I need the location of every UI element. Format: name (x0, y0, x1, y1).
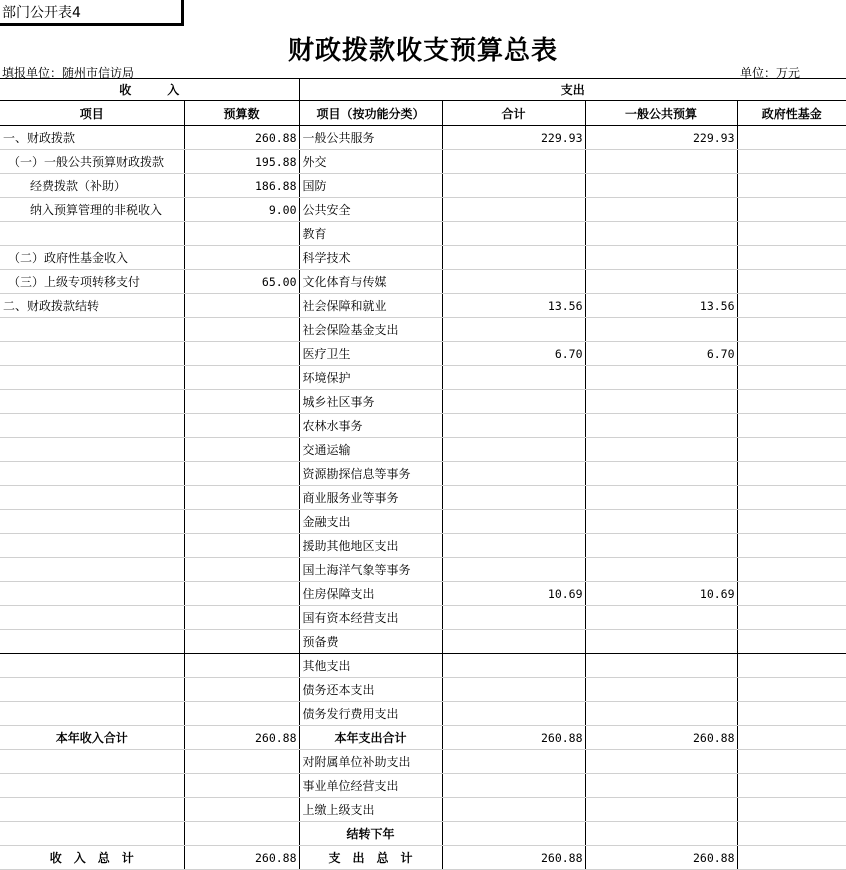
expense-general: 13.56 (585, 294, 737, 318)
income-value (184, 510, 299, 534)
year-income-total-value: 260.88 (184, 726, 299, 750)
expense-general (585, 606, 737, 630)
table-row (0, 270, 846, 294)
income-value (184, 630, 299, 654)
expense-total (442, 222, 585, 246)
expense-general (585, 270, 737, 294)
col-budget: 预算数 (184, 101, 299, 126)
expense-total (442, 678, 585, 702)
table-row (0, 654, 846, 678)
expense-total (442, 510, 585, 534)
expense-total (442, 438, 585, 462)
expense-general (585, 150, 737, 174)
income-value: 65.00 (184, 270, 299, 294)
expense-fund (737, 342, 846, 366)
income-item (0, 462, 184, 486)
expense-general (585, 438, 737, 462)
expense-item: 援助其他地区支出 (299, 534, 442, 558)
income-value (184, 798, 299, 822)
expense-fund (737, 486, 846, 510)
table-row (0, 150, 846, 174)
expense-fund (737, 750, 846, 774)
income-value (184, 342, 299, 366)
income-item (0, 366, 184, 390)
expense-general (585, 462, 737, 486)
expense-general (585, 414, 737, 438)
expense-item: 一般公共服务 (299, 126, 442, 150)
income-item (0, 702, 184, 726)
income-value (184, 486, 299, 510)
table-tag: 部门公开表4 (0, 0, 184, 26)
income-item (0, 822, 184, 846)
expense-total (442, 558, 585, 582)
header-row-2 (0, 101, 846, 126)
col-func-item: 项目（按功能分类） (299, 101, 442, 126)
expense-item: 国土海洋气象等事务 (299, 558, 442, 582)
income-value (184, 462, 299, 486)
expense-fund (737, 822, 846, 846)
expense-fund (737, 246, 846, 270)
income-item: 纳入预算管理的非税收入 (0, 198, 184, 222)
budget-table (0, 78, 846, 870)
expense-total: 13.56 (442, 294, 585, 318)
header-row-1 (0, 79, 846, 101)
expense-general (585, 174, 737, 198)
expense-total (442, 462, 585, 486)
grand-expense-total: 260.88 (442, 846, 585, 870)
expense-fund (737, 510, 846, 534)
expense-general: 229.93 (585, 126, 737, 150)
expense-item: 公共安全 (299, 198, 442, 222)
expense-fund (737, 702, 846, 726)
expense-fund (737, 198, 846, 222)
income-item (0, 486, 184, 510)
expense-general (585, 318, 737, 342)
income-item (0, 678, 184, 702)
year-expense-total-label: 本年支出合计 (299, 726, 442, 750)
income-value (184, 654, 299, 678)
table-row (0, 702, 846, 726)
col-item: 项目 (0, 101, 184, 126)
expense-total (442, 390, 585, 414)
income-value: 195.88 (184, 150, 299, 174)
income-value (184, 750, 299, 774)
expense-fund (737, 558, 846, 582)
expense-item: 商业服务业等事务 (299, 486, 442, 510)
table-row (0, 774, 846, 798)
grand-income-label: 收 入 总 计 (0, 846, 184, 870)
expense-item: 资源勘探信息等事务 (299, 462, 442, 486)
expense-general (585, 534, 737, 558)
income-item: 经费拨款（补助） (0, 174, 184, 198)
expense-fund (737, 270, 846, 294)
table-row (0, 126, 846, 150)
expense-general (585, 246, 737, 270)
expense-item: 住房保障支出 (299, 582, 442, 606)
expense-item: 国有资本经营支出 (299, 606, 442, 630)
table-row (0, 750, 846, 774)
expense-item: 医疗卫生 (299, 342, 442, 366)
expense-fund (737, 126, 846, 150)
income-item (0, 582, 184, 606)
year-expense-total: 260.88 (442, 726, 585, 750)
expense-general (585, 366, 737, 390)
income-item (0, 750, 184, 774)
carry-row (0, 822, 846, 846)
expense-total (442, 798, 585, 822)
expense-item: 教育 (299, 222, 442, 246)
expense-fund (737, 390, 846, 414)
expense-fund (737, 606, 846, 630)
income-value (184, 246, 299, 270)
expense-fund (737, 534, 846, 558)
table-row (0, 798, 846, 822)
expense-general (585, 654, 737, 678)
expense-general (585, 510, 737, 534)
expense-item: 科学技术 (299, 246, 442, 270)
expense-general (585, 558, 737, 582)
expense-general (585, 702, 737, 726)
income-value (184, 678, 299, 702)
table-row (0, 318, 846, 342)
income-value (184, 558, 299, 582)
expense-general (585, 750, 737, 774)
income-value (184, 582, 299, 606)
table-row (0, 294, 846, 318)
income-value (184, 774, 299, 798)
income-item (0, 438, 184, 462)
table-row (0, 414, 846, 438)
expense-item: 金融支出 (299, 510, 442, 534)
expense-total (442, 702, 585, 726)
income-item (0, 630, 184, 654)
income-value (184, 438, 299, 462)
income-value: 186.88 (184, 174, 299, 198)
expense-fund (737, 630, 846, 654)
expense-general (585, 198, 737, 222)
expense-item: 预备费 (299, 630, 442, 654)
col-general: 一般公共预算 (585, 101, 737, 126)
table-row (0, 174, 846, 198)
expense-general (585, 822, 737, 846)
income-item: （一）一般公共预算财政拨款 (0, 150, 184, 174)
income-item (0, 798, 184, 822)
income-value (184, 414, 299, 438)
expense-item: 农林水事务 (299, 414, 442, 438)
expense-item: 外交 (299, 150, 442, 174)
expense-total (442, 822, 585, 846)
col-total: 合计 (442, 101, 585, 126)
income-item (0, 534, 184, 558)
unit-label: 单位：万元 (740, 66, 801, 80)
income-item (0, 558, 184, 582)
table-row (0, 222, 846, 246)
page-title: 财政拨款收支预算总表 (287, 36, 558, 66)
expense-fund (737, 294, 846, 318)
expense-item: 城乡社区事务 (299, 390, 442, 414)
expense-fund (737, 462, 846, 486)
income-item: （三）上级专项转移支付 (0, 270, 184, 294)
year-total-row (0, 726, 846, 750)
expense-item: 国防 (299, 174, 442, 198)
expense-item: 债务发行费用支出 (299, 702, 442, 726)
table-row (0, 366, 846, 390)
expense-total (442, 150, 585, 174)
expense-total (442, 366, 585, 390)
expense-general: 6.70 (585, 342, 737, 366)
expense-item: 文化体育与传媒 (299, 270, 442, 294)
table-row (0, 678, 846, 702)
expense-item: 对附属单位补助支出 (299, 750, 442, 774)
col-fund: 政府性基金 (737, 101, 846, 126)
income-value (184, 366, 299, 390)
table-row (0, 246, 846, 270)
expense-general (585, 774, 737, 798)
income-item (0, 390, 184, 414)
income-value (184, 822, 299, 846)
expense-fund (737, 798, 846, 822)
expense-total (442, 606, 585, 630)
expense-total (442, 246, 585, 270)
expense-general (585, 486, 737, 510)
income-item (0, 774, 184, 798)
expense-total (442, 630, 585, 654)
income-value (184, 534, 299, 558)
expense-total (442, 174, 585, 198)
expense-item: 社会保障和就业 (299, 294, 442, 318)
expense-item: 债务还本支出 (299, 678, 442, 702)
expense-total (442, 270, 585, 294)
table-row (0, 462, 846, 486)
expense-total: 229.93 (442, 126, 585, 150)
table-row (0, 582, 846, 606)
table-row (0, 390, 846, 414)
grand-income-value: 260.88 (184, 846, 299, 870)
expense-general: 10.69 (585, 582, 737, 606)
expense-header: 支出 (299, 79, 846, 101)
income-item: 一、财政拨款 (0, 126, 184, 150)
income-item (0, 606, 184, 630)
table-row (0, 558, 846, 582)
expense-fund (737, 774, 846, 798)
income-item (0, 318, 184, 342)
expense-total: 10.69 (442, 582, 585, 606)
expense-fund (737, 150, 846, 174)
year-income-total-label: 本年收入合计 (0, 726, 184, 750)
expense-total: 6.70 (442, 342, 585, 366)
income-value (184, 606, 299, 630)
expense-fund (737, 174, 846, 198)
expense-item: 社会保险基金支出 (299, 318, 442, 342)
table-row (0, 510, 846, 534)
filler-unit: 填报单位：随州市信访局 (2, 66, 135, 80)
income-value: 9.00 (184, 198, 299, 222)
expense-fund (737, 582, 846, 606)
table-row (0, 630, 846, 654)
expense-fund (737, 318, 846, 342)
expense-total (442, 774, 585, 798)
expense-total (442, 198, 585, 222)
grand-expense-label: 支 出 总 计 (299, 846, 442, 870)
expense-general (585, 630, 737, 654)
income-item (0, 414, 184, 438)
income-item (0, 342, 184, 366)
expense-fund (737, 678, 846, 702)
table-row (0, 486, 846, 510)
expense-total (442, 486, 585, 510)
expense-total (442, 654, 585, 678)
income-item (0, 222, 184, 246)
table-row (0, 534, 846, 558)
expense-total (442, 534, 585, 558)
expense-item: 上缴上级支出 (299, 798, 442, 822)
income-value (184, 318, 299, 342)
income-item: 二、财政拨款结转 (0, 294, 184, 318)
income-value (184, 222, 299, 246)
expense-fund (737, 438, 846, 462)
income-header: 收 入 (0, 79, 299, 101)
expense-total (442, 318, 585, 342)
table-row (0, 198, 846, 222)
year-expense-fund (737, 726, 846, 750)
expense-general (585, 678, 737, 702)
expense-item: 事业单位经营支出 (299, 774, 442, 798)
income-value: 260.88 (184, 126, 299, 150)
income-value (184, 702, 299, 726)
income-item (0, 510, 184, 534)
expense-item: 其他支出 (299, 654, 442, 678)
expense-item: 交通运输 (299, 438, 442, 462)
expense-general (585, 222, 737, 246)
table-row (0, 606, 846, 630)
grand-expense-general: 260.88 (585, 846, 737, 870)
income-item (0, 654, 184, 678)
expense-total (442, 414, 585, 438)
income-item: （二）政府性基金收入 (0, 246, 184, 270)
income-value (184, 294, 299, 318)
expense-fund (737, 414, 846, 438)
expense-total (442, 750, 585, 774)
carry-over-label: 结转下年 (299, 822, 442, 846)
year-expense-general: 260.88 (585, 726, 737, 750)
table-row (0, 438, 846, 462)
expense-general (585, 798, 737, 822)
expense-general (585, 390, 737, 414)
table-row (0, 342, 846, 366)
expense-fund (737, 222, 846, 246)
expense-fund (737, 366, 846, 390)
expense-item: 环境保护 (299, 366, 442, 390)
income-value (184, 390, 299, 414)
expense-fund (737, 654, 846, 678)
